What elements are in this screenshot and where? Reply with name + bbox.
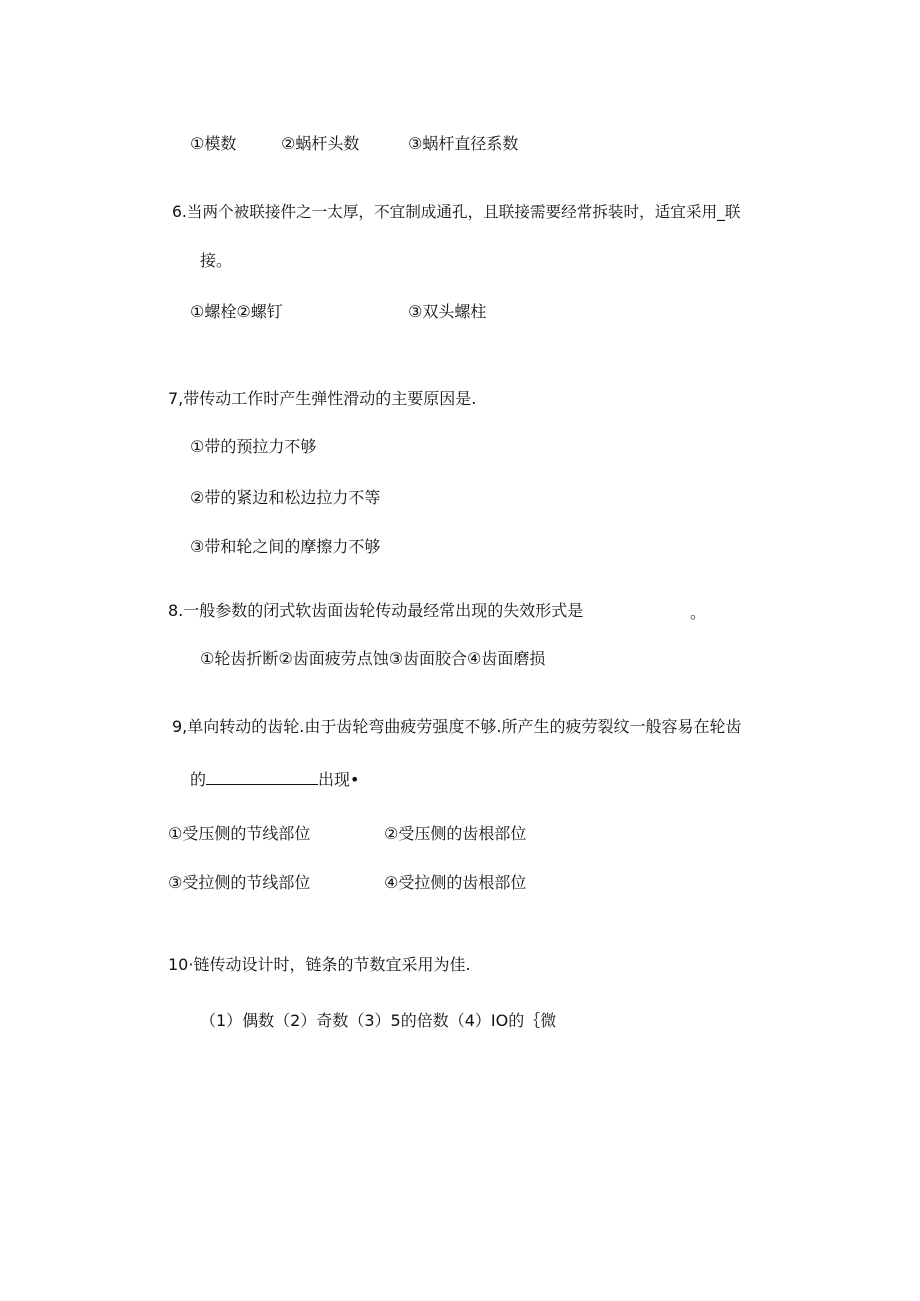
q8-stem: 8.一般参数的闭式软齿面齿轮传动最经常出现的失效形式是: [168, 601, 584, 620]
q5-option-2: ②蜗杆头数: [281, 134, 360, 153]
q6-stem-continuation: 接。: [200, 251, 233, 270]
q8-options: ①轮齿折断②齿面疲劳点蚀③齿面胶合④齿面磨损: [200, 649, 546, 668]
q9-answer-blank: [206, 770, 318, 785]
q7-stem: 7,带传动工作时产生弹性滑动的主要原因是.: [168, 389, 477, 408]
q10-options: （1）偶数（2）奇数（3）5的倍数（4）IO的｛微: [200, 1011, 557, 1030]
q9-stem-post: 出现•: [318, 770, 360, 789]
q6-stem: 6.当两个被联接件之一太厚，不宜制成通孔，且联接需要经常拆装时，适宜采用_联: [172, 203, 741, 221]
q9-option-4: ④受拉侧的齿根部位: [384, 873, 527, 892]
q5-option-1: ①模数: [190, 134, 237, 153]
q6-option-1-2: ①螺栓②螺钉: [190, 302, 283, 321]
q9-option-3: ③受拉侧的节线部位: [168, 873, 311, 892]
q9-option-1: ①受压侧的节线部位: [168, 824, 311, 843]
q5-option-3: ③蜗杆直径系数: [408, 134, 519, 153]
q10-stem: 10·链传动设计时，链条的节数宜采用为佳.: [168, 955, 471, 974]
q8-stem-end: 。: [690, 603, 707, 622]
q9-stem: 9,单向转动的齿轮.由于齿轮弯曲疲劳强度不够.所产生的疲劳裂纹一般容易在轮齿: [172, 717, 742, 736]
q7-option-2: ②带的紧边和松边拉力不等: [190, 488, 381, 507]
q6-option-3: ③双头螺柱: [408, 302, 487, 321]
q7-option-3: ③带和轮之间的摩擦力不够: [190, 537, 381, 556]
q9-option-2: ②受压侧的齿根部位: [384, 824, 527, 843]
q9-stem-continuation: [190, 770, 359, 790]
q7-option-1: ①带的预拉力不够: [190, 437, 317, 456]
q9-stem-pre: 的: [190, 770, 207, 789]
